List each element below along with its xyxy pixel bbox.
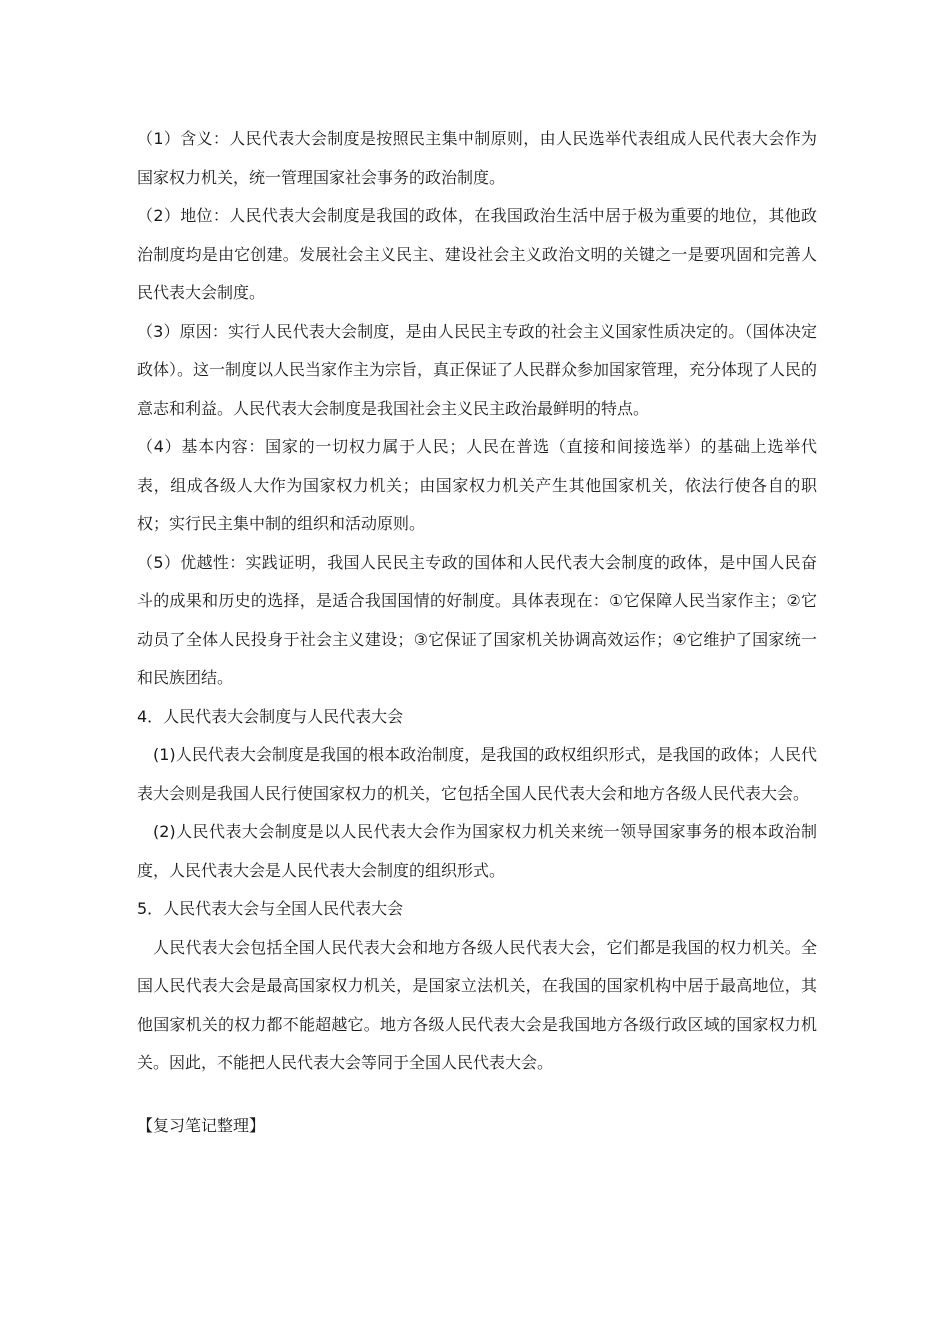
paragraph-reason: （3）原因：实行人民代表大会制度，是由人民民主专政的社会主义国家性质决定的。（国体决定政体）。这一制度以人民当家作主为宗旨，真正保证了人民群众参加国家管理，充分体现了人民的意志和利益。人民代表大会制度是我国社会主义民主政治最鲜明的特点。: [137, 321, 818, 418]
paragraph-meaning: （1）含义：人民代表大会制度是按照民主集中制原则，由人民选举代表组成人民代表大会作为国家权力机关，统一管理国家社会事务的政治制度。: [137, 129, 817, 187]
paragraph-4-1: (1)人民代表大会制度是我国的根本政治制度，是我国的政权组织形式，是我国的政体；人民代表大会则是我国人民行使国家权力的机关，它包括全国人民代表大会和地方各级人民代表大会。: [137, 745, 817, 803]
section-heading-5: 5．人民代表大会与全国人民代表大会: [137, 899, 404, 918]
paragraph-4-2: (2)人民代表大会制度是以人民代表大会作为国家权力机关来统一领导国家事务的根本政治制度，人民代表大会是人民代表大会制度的组织形式。: [137, 822, 817, 880]
paragraph-status: （2）地位：人民代表大会制度是我国的政体，在我国政治生活中居于极为重要的地位，其他政治制度均是由它创建。发展社会主义民主、建设社会主义政治文明的关键之一是要巩固和完善人民代表大会制度。: [137, 206, 817, 302]
paragraph-superiority: （5）优越性：实践证明，我国人民民主专政的国体和人民代表大会制度的政体，是中国人民奋斗的成果和历史的选择，是适合我国国情的好制度。具体表现在：①它保障人民当家作主；②它动员了全体人民投身于社会主义建设；③它保证了国家机关协调高效运作；④它维护了国家统一和民族团结。: [137, 552, 817, 687]
review-notes-heading: 【复习笔记整理】: [137, 1115, 266, 1135]
blank-line: [137, 1083, 817, 1107]
document-body: [137, 120, 817, 1145]
paragraph-5: 人民代表大会包括全国人民代表大会和地方各级人民代表大会，它们都是我国的权力机关。全国人民代表大会是最高国家权力机关，是国家立法机关，在我国的国家机构中居于最高地位，其他国家机关的权力都不能超越它。地方各级人民代表大会是我国地方各级行政区域的国家权力机关。因此，不能把人民代表大会等同于全国人民代表大会。: [137, 937, 817, 1072]
paragraph-basic-content: （4）基本内容：国家的一切权力属于人民；人民在普选（直接和间接选举）的基础上选举代表，组成各级人大作为国家权力机关；由国家权力机关产生其他国家机关，依法行使各自的职权；实行民主集中制的组织和活动原则。: [137, 437, 817, 533]
section-heading-4: 4．人民代表大会制度与人民代表大会: [137, 706, 404, 726]
